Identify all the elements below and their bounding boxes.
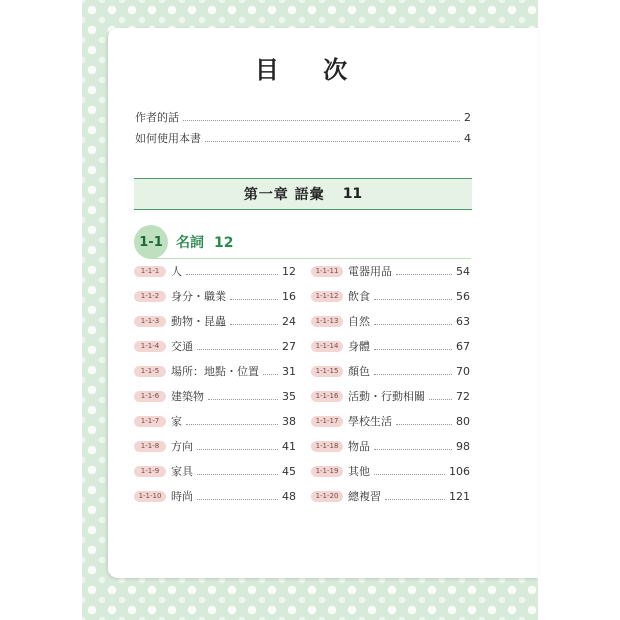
chapter-page: 11 xyxy=(342,186,363,202)
dot-leader xyxy=(205,133,460,142)
dot-leader xyxy=(186,267,278,275)
section-heading xyxy=(176,232,233,252)
entry-page: 48 xyxy=(282,489,296,503)
dot-leader xyxy=(197,342,278,350)
toc-entry xyxy=(134,288,296,304)
toc-entry xyxy=(134,488,296,504)
entry-label: 建築物 xyxy=(171,390,204,403)
entry-label: 自然 xyxy=(348,315,370,328)
entry-page: 56 xyxy=(456,289,470,303)
dot-leader xyxy=(197,442,278,450)
entry-page: 98 xyxy=(456,439,470,453)
dot-leader xyxy=(396,267,452,275)
dot-leader xyxy=(429,392,452,400)
entry-number: 1-1-18 xyxy=(311,441,343,452)
toc-entry xyxy=(134,263,296,279)
toc-entry xyxy=(311,488,470,504)
entry-number: 1-1-8 xyxy=(134,441,166,452)
entry-label: 家 xyxy=(171,415,182,428)
entry-page: 31 xyxy=(282,364,296,378)
entry-number: 1-1-14 xyxy=(311,341,343,352)
entry-label: 電器用品 xyxy=(348,265,392,278)
entry-number: 1-1-13 xyxy=(311,316,343,327)
entry-number: 1-1-17 xyxy=(311,416,343,427)
entry-label: 動物・昆蟲 xyxy=(171,315,226,328)
toc-entry xyxy=(311,313,470,329)
dot-leader xyxy=(374,317,452,325)
entry-label: 交通 xyxy=(171,340,193,353)
dot-leader xyxy=(385,492,445,500)
entry-label: 顏色 xyxy=(348,365,370,378)
entry-label: 時尚 xyxy=(171,490,193,503)
entry-number: 1-1-5 xyxy=(134,366,166,377)
entry-label: 場所：地點・位置 xyxy=(171,365,259,378)
chapter-title: 第一章 語彙 xyxy=(243,187,325,203)
toc-entry xyxy=(311,463,470,479)
front-matter-row xyxy=(135,130,471,146)
dot-leader xyxy=(374,292,452,300)
toc-entry xyxy=(134,338,296,354)
entry-page: 54 xyxy=(456,264,470,278)
entry-page: 67 xyxy=(456,339,470,353)
chapter-heading xyxy=(134,178,472,210)
toc-entry xyxy=(134,388,296,404)
entry-number: 1-1-16 xyxy=(311,391,343,402)
entry-page: 72 xyxy=(456,389,470,403)
toc-entry xyxy=(134,413,296,429)
front-matter-label: 作者的話 xyxy=(135,111,179,124)
entry-page: 106 xyxy=(449,464,470,478)
entry-page: 12 xyxy=(282,264,296,278)
toc-entry xyxy=(311,388,470,404)
front-matter-page: 4 xyxy=(464,132,471,145)
entry-label: 學校生活 xyxy=(348,415,392,428)
entry-page: 45 xyxy=(282,464,296,478)
entry-label: 身體 xyxy=(348,340,370,353)
entry-page: 27 xyxy=(282,339,296,353)
dot-leader xyxy=(374,367,452,375)
toc-entry xyxy=(311,438,470,454)
section-number-badge: 1-1 xyxy=(134,225,168,259)
section-title: 名詞 xyxy=(176,235,204,251)
entry-page: 80 xyxy=(456,414,470,428)
dot-leader xyxy=(230,292,278,300)
section-underline xyxy=(151,258,471,259)
entry-page: 35 xyxy=(282,389,296,403)
entry-label: 方向 xyxy=(171,440,193,453)
entry-number: 1-1-4 xyxy=(134,341,166,352)
entry-number: 1-1-15 xyxy=(311,366,343,377)
entry-number: 1-1-10 xyxy=(134,491,166,502)
entry-number: 1-1-3 xyxy=(134,316,166,327)
entry-page: 70 xyxy=(456,364,470,378)
entry-label: 物品 xyxy=(348,440,370,453)
entry-page: 16 xyxy=(282,289,296,303)
toc-entry xyxy=(311,288,470,304)
toc-entry xyxy=(311,263,470,279)
dot-leader xyxy=(197,467,278,475)
entry-page: 63 xyxy=(456,314,470,328)
entry-page: 24 xyxy=(282,314,296,328)
dot-leader xyxy=(396,417,452,425)
entry-label: 身分・職業 xyxy=(171,290,226,303)
entry-number: 1-1-6 xyxy=(134,391,166,402)
entry-number: 1-1-19 xyxy=(311,466,343,477)
dot-leader xyxy=(374,467,445,475)
toc-entry xyxy=(311,413,470,429)
entry-label: 人 xyxy=(171,265,182,278)
front-matter-row xyxy=(135,109,471,125)
toc-entry xyxy=(134,313,296,329)
toc-entry xyxy=(311,338,470,354)
front-matter-label: 如何使用本書 xyxy=(135,132,201,145)
dot-leader xyxy=(374,442,452,450)
dot-leader xyxy=(197,492,278,500)
entry-label: 活動・行動相關 xyxy=(348,390,425,403)
entry-number: 1-1-2 xyxy=(134,291,166,302)
entry-number: 1-1-12 xyxy=(311,291,343,302)
toc-entry xyxy=(134,438,296,454)
entry-label: 其他 xyxy=(348,465,370,478)
page-title: 目 次 xyxy=(254,56,366,84)
entry-number: 1-1-20 xyxy=(311,491,343,502)
section-page: 12 xyxy=(214,235,234,251)
entry-label: 飲食 xyxy=(348,290,370,303)
entry-page: 41 xyxy=(282,439,296,453)
dot-leader xyxy=(230,317,278,325)
dot-leader xyxy=(208,392,278,400)
dot-leader xyxy=(183,112,460,121)
entry-page: 121 xyxy=(449,489,470,503)
front-matter-page: 2 xyxy=(464,111,471,124)
dot-leader xyxy=(263,367,278,375)
entry-label: 家具 xyxy=(171,465,193,478)
toc-entry xyxy=(134,363,296,379)
dot-leader xyxy=(186,417,278,425)
toc-entry xyxy=(311,363,470,379)
toc-entry xyxy=(134,463,296,479)
entry-label: 總複習 xyxy=(348,490,381,503)
entry-page: 38 xyxy=(282,414,296,428)
entry-number: 1-1-7 xyxy=(134,416,166,427)
entry-number: 1-1-9 xyxy=(134,466,166,477)
entry-number: 1-1-11 xyxy=(311,266,343,277)
entry-number: 1-1-1 xyxy=(134,266,166,277)
dot-leader xyxy=(374,342,452,350)
